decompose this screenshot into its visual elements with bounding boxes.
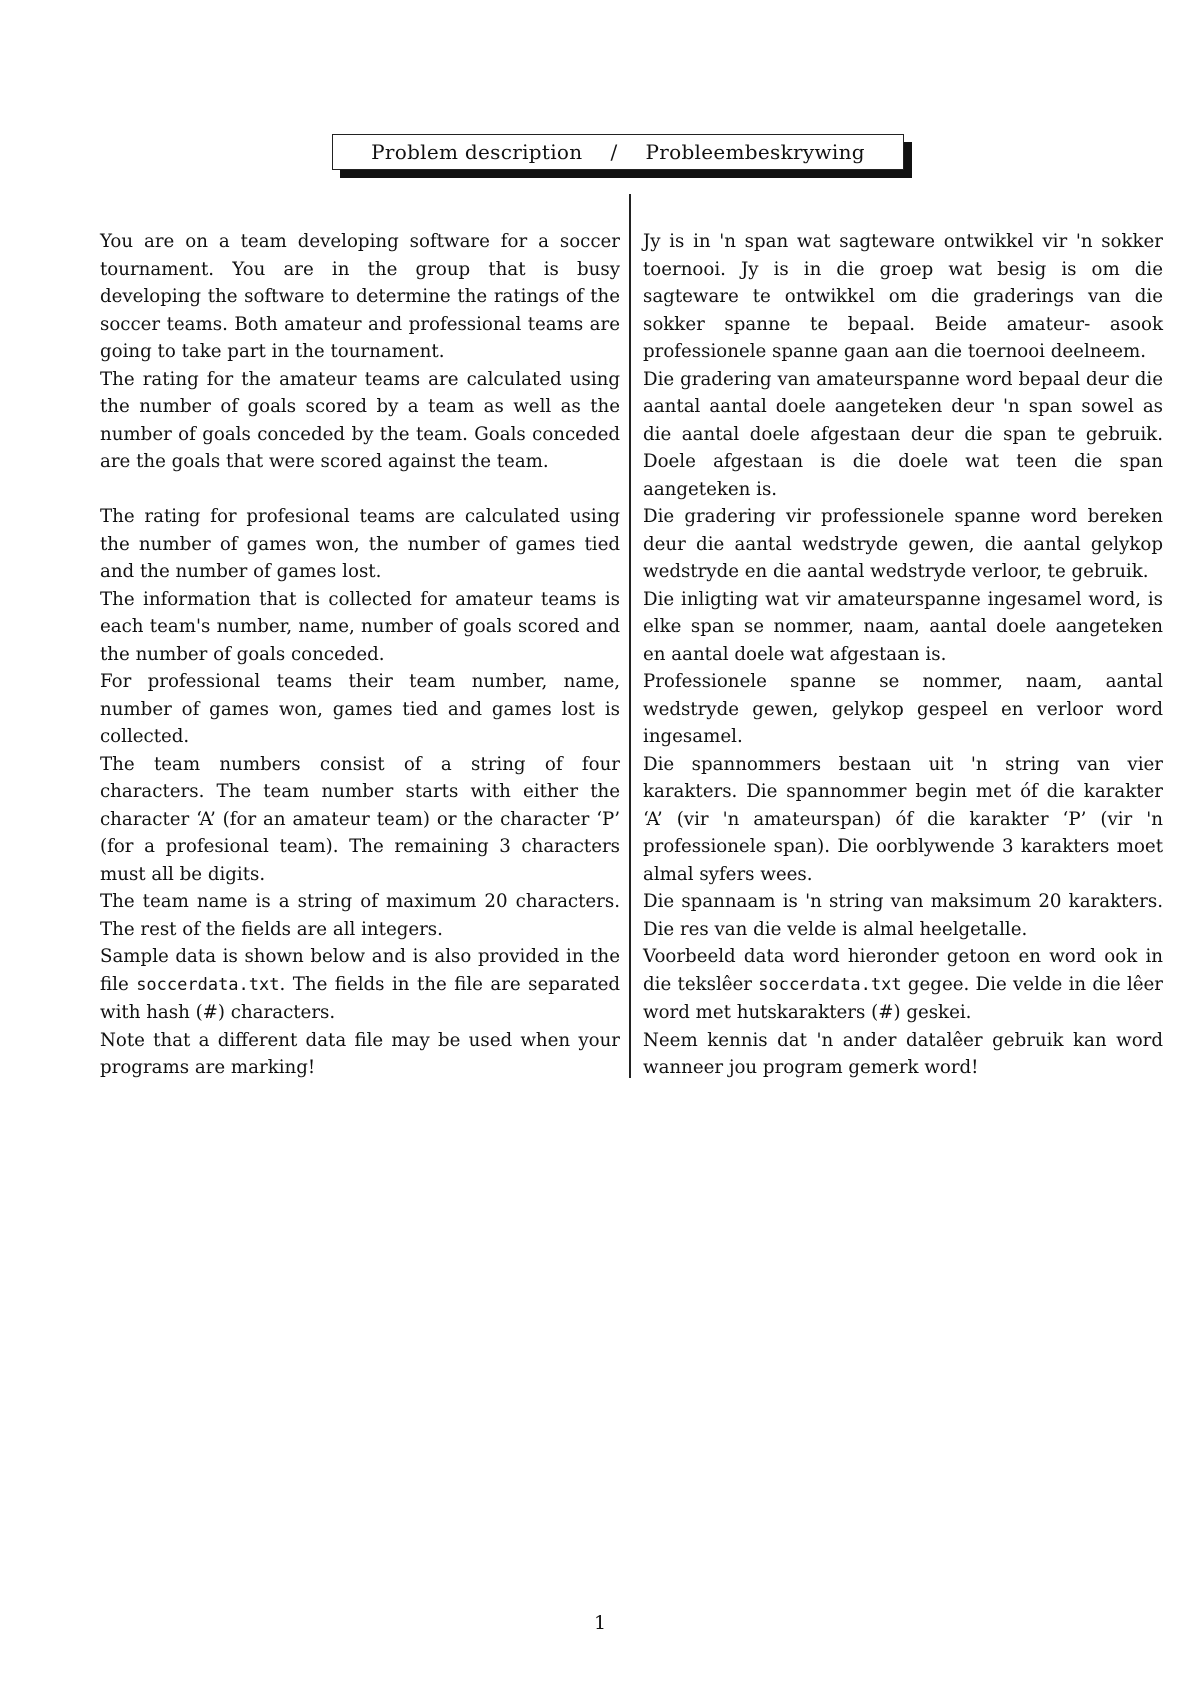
paragraph: Die spannommers bestaan uit 'n string van vier karakters. Die spannommer begin met óf die karakter ‘A’ (vir 'n amateurspan) óf die karakter ‘P’ (vir 'n professionele span). Die oorblywende 3 karakters moet almal syfers wees. xyxy=(643,753,1163,885)
text-span: . The fields in the file are separated with hash (#) characters. xyxy=(100,973,620,1023)
paragraph: Die inligting wat vir amateurspanne ingesamel word, is elke span se nommer, naam, aantal doele aangeteken en aantal doele wat afgestaan is. xyxy=(643,588,1163,665)
paragraph: Neem kennis dat 'n ander datalêer gebruik kan word wanneer jou program gemerk word! xyxy=(643,1029,1163,1078)
text-span: gegee. Die velde in die lêer word met hutskarakters (#) geskei. xyxy=(643,973,1163,1023)
paragraph: Professionele spanne se nommer, naam, aantal wedstryde gewen, gelykop gespeel en verloor word ingesamel. xyxy=(643,671,1163,747)
text-span: Sample data is shown below and is also provided in the file xyxy=(100,946,620,995)
paragraph: The rating for the amateur teams are calculated using the number of goals scored by a team as well as the number of goals conceded by the team. Goals conceded are the goals that were scored against the team. xyxy=(100,368,620,472)
paragraph: The team name is a string of maximum 20 characters. The rest of the fields are all integers. xyxy=(100,891,620,940)
paragraph: The team numbers consist of a string of four characters. The team number starts with either the character ‘A’ (for an amateur team) or the character ‘P’ (for a profesional team). The remaining 3 characters must all be digits. xyxy=(100,753,620,885)
paragraph: You are on a team developing software for a soccer tournament. You are in the group that is busy developing the software to determine the ratings of the soccer teams. Both amateur and professional teams are going to take part in the tournament. xyxy=(100,231,620,362)
title-afrikaans: Probleembeskrywing xyxy=(645,140,865,164)
paragraph: For professional teams their team number, name, number of games won, games tied and games lost is collected. xyxy=(100,671,620,747)
paragraph: Jy is in 'n span wat sagteware ontwikkel vir 'n sokker toernooi. Jy is in die groep wat besig is om die sagteware te ontwikkel om die graderings van die sokker spanne te bepaal. Beide amateur- asook professionele spanne gaan aan die toernooi deelneem. xyxy=(643,231,1163,362)
paragraph: Die gradering vir professionele spanne word bereken deur die aantal wedstryde gewen, die aantal gelykop wedstryde en die aantal wedstryde verloor, te gebruik. xyxy=(643,506,1163,582)
paragraph: The information that is collected for amateur teams is each team's number, name, number of goals scored and the number of goals conceded. xyxy=(100,588,620,665)
paragraph: Die spannaam is 'n string van maksimum 20 karakters. Die res van die velde is almal heelgetalle. xyxy=(643,891,1163,940)
paragraph: The rating for profesional teams are calculated using the number of games won, the number of games tied and the number of games lost. xyxy=(100,506,620,582)
filename: soccerdata.txt xyxy=(758,974,902,995)
paragraph xyxy=(100,943,620,1027)
title-english: Problem description xyxy=(371,140,583,164)
page-number: 1 xyxy=(593,1612,607,1634)
section-title-box xyxy=(332,134,904,170)
paragraph: Note that a different data file may be used when your programs are marking! xyxy=(100,1029,620,1078)
paragraph xyxy=(643,943,1163,1027)
english-column xyxy=(100,228,620,1082)
afrikaans-column xyxy=(643,228,1163,1082)
filename: soccerdata.txt xyxy=(136,974,280,995)
text-span: Voorbeeld data word hieronder getoon en word ook in die tekslêer xyxy=(643,946,1163,995)
paragraph: Die gradering van amateurspanne word bepaal deur die aantal aantal doele aangeteken deur 'n span sowel as die aantal doele afgestaan deur die span te gebruik. Doele afgestaan is die doele wat teen die span aangeteken is. xyxy=(643,368,1163,500)
column-divider xyxy=(629,194,631,1078)
title-separator: / xyxy=(610,140,618,164)
